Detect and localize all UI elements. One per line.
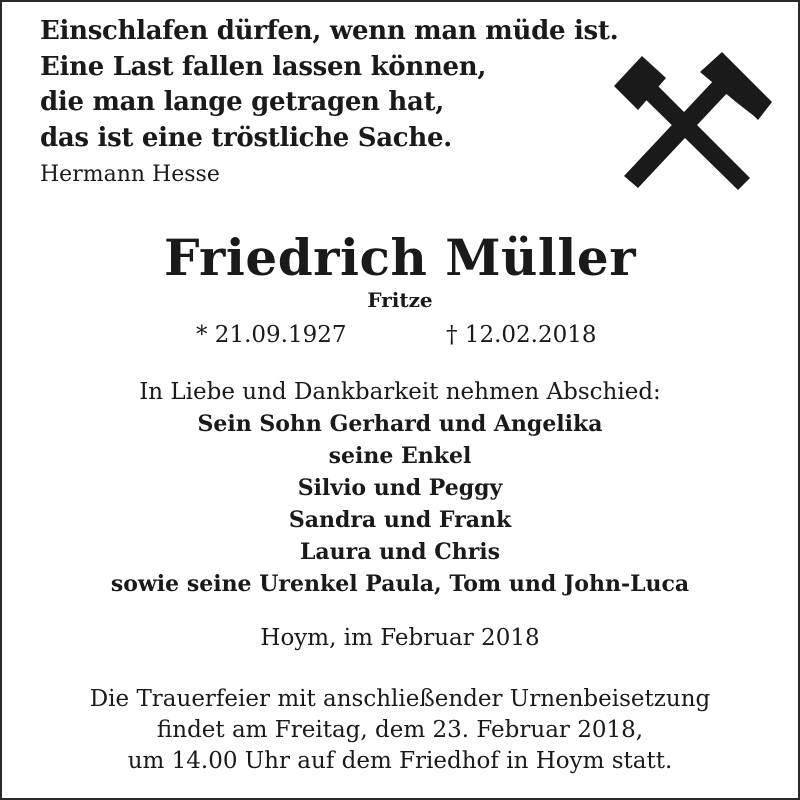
- ceremony-line: Die Trauerfeier mit anschließender Urnenbeisetzung: [89, 686, 711, 712]
- ceremony-line: um 14.00 Uhr auf dem Friedhof in Hoym statt.: [127, 748, 673, 774]
- deceased-name: Friedrich Müller: [163, 228, 637, 287]
- quote-line: die man lange getragen hat,: [40, 87, 445, 117]
- quote-author: Hermann Hesse: [40, 162, 220, 187]
- mourner-line: sowie seine Urenkel Paula, Tom und John-Luca: [110, 571, 690, 597]
- death-date: † 12.02.2018: [446, 322, 597, 348]
- mourner-line: Sein Sohn Gerhard und Angelika: [197, 411, 603, 437]
- ceremony-line: findet am Freitag, dem 23. Februar 2018,: [156, 717, 644, 743]
- quote-line: Eine Last fallen lassen können,: [40, 51, 487, 82]
- crossed-hammers-icon: [608, 48, 772, 194]
- ceremony-block: [0, 684, 800, 777]
- mourner-line: Sandra und Frank: [288, 507, 512, 533]
- quote-line: das ist eine tröstliche Sache.: [40, 122, 452, 153]
- mourners-block: [0, 376, 800, 600]
- place-date: Hoym, im Februar 2018: [260, 625, 540, 651]
- mourner-line: seine Enkel: [328, 443, 472, 469]
- life-dates: [0, 318, 800, 352]
- birth-date: * 21.09.1927: [196, 322, 347, 348]
- quote-line: Einschlafen dürfen, wenn man müde ist.: [40, 16, 619, 46]
- mourner-line: Laura und Chris: [299, 539, 501, 565]
- mourners-intro: In Liebe und Dankbarkeit nehmen Abschied:: [139, 379, 661, 405]
- quote-block: [40, 14, 620, 190]
- mourner-line: Silvio und Peggy: [297, 475, 503, 501]
- deceased-nickname: Fritze: [367, 288, 433, 312]
